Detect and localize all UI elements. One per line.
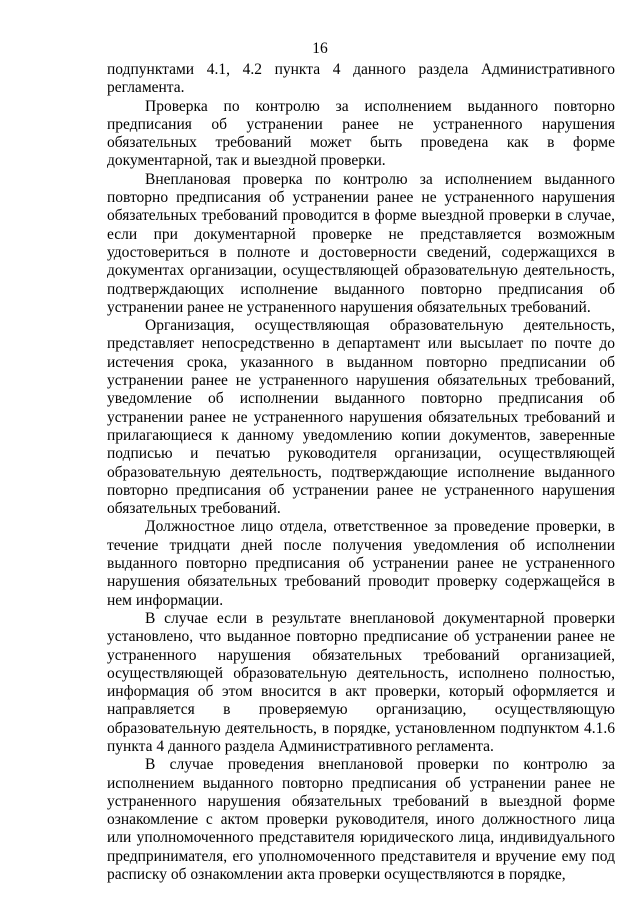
paragraph: В случае проведения внеплановой проверки по контролю за исполнением выданного повторно предписания об устранении ранее не устраненного нарушения обязательных требований в выездной форме ознакомление с актом проверки руководителя, иного должностного лица или уполномоченного представителя юридического лица, индивидуального предпринимателя, его уполномоченного представителя и вручение ему под расписку об ознакомлении акта проверки осуществляются в порядке, xyxy=(107,756,615,884)
paragraph: Проверка по контролю за исполнением выданного повторно предписания об устранении ранее не устраненного нарушения обязательных требований может быть проведена как в форме документарной, так и выездной проверки. xyxy=(107,97,615,170)
paragraph-continued: подпунктами 4.1, 4.2 пункта 4 данного раздела Административного регламента. xyxy=(107,61,615,97)
paragraph: Должностное лицо отдела, ответственное за проведение проверки, в течение тридцати дней после получения уведомления об исполнении выданного повторно предписания об устранении ранее не устраненного нарушения обязательных требований проводит проверку содержащейся в нем информации. xyxy=(107,518,615,609)
paragraph: Организация, осуществляющая образовательную деятельность, представляет непосредственно в департамент или высылает по почте до истечения срока, указанного в выданном повторно предписании об устранении ранее не устраненного нарушения обязательных требований, уведомление об исполнении выданного повторно предписания об устранении ранее не устраненного нарушения обязательных требований и прилагающиеся к данному уведомлению копии документов, заверенные подписью и печатью руководителя организации, осуществляющей образовательную деятельность, подтверждающие исполнение выданного повторно предписания об устранении ранее не устраненного нарушения обязательных требований. xyxy=(107,317,615,518)
paragraph: В случае если в результате внеплановой документарной проверки установлено, что выданное повторно предписание об устранении ранее не устраненного нарушения обязательных требований организацией, осуществляющей образовательную деятельность, исполнено полностью, информация об этом вносится в акт проверки, который оформляется и направляется в проверяемую организацию, осуществляющую образовательную деятельность, в порядке, установленном подпунктом 4.1.6 пункта 4 данного раздела Административного регламента. xyxy=(107,609,615,755)
document-body xyxy=(107,61,615,884)
paragraph: Внеплановая проверка по контролю за исполнением выданного повторно предписания об устранении ранее не устраненного нарушения обязательных требований проводится в форме выездной проверки в случае, если при документарной проверке не представляется возможным удостовериться в полноте и достоверности сведений, содержащихся в документах организации, осуществляющей образовательную деятельность, подтверждающих исполнение выданного повторно предписания об устранении ранее не устраненного нарушения обязательных требований. xyxy=(107,170,615,316)
page-number: 16 xyxy=(312,40,328,57)
